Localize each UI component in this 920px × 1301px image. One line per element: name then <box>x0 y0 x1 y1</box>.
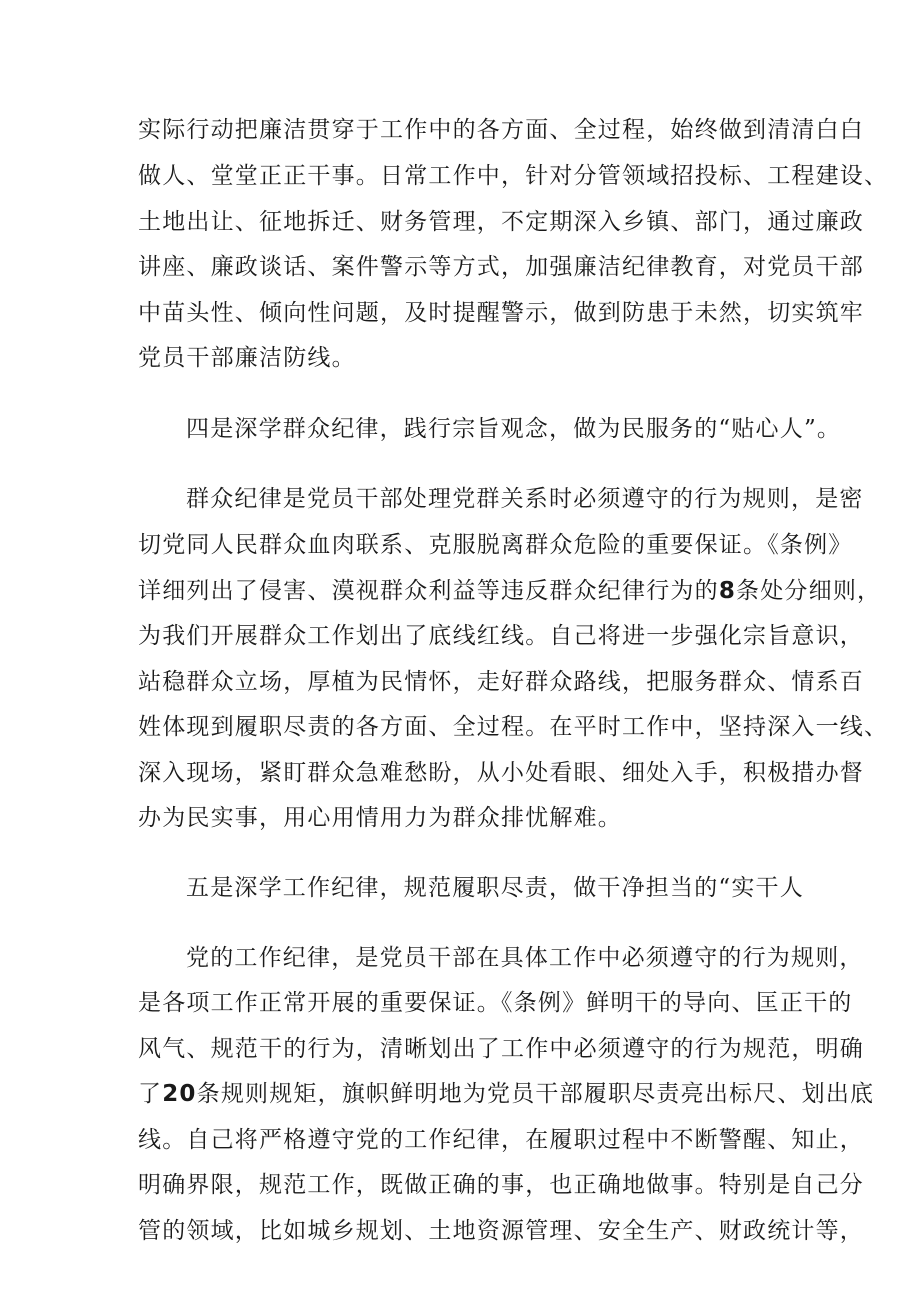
paragraph-line: 管的领域，比如城乡规划、土地资源管理、安全生产、财政统计等， <box>138 1218 864 1244</box>
paragraph-line: 实际行动把廉洁贯穿于工作中的各方面、全过程，始终做到清清白白 <box>138 117 864 143</box>
count-number: 20 <box>162 1081 197 1107</box>
text-run: 了 <box>138 1081 163 1107</box>
paragraph-line: 中苗头性、倾向性问题，及时提醒警示，做到防患于未然，切实筑牢 <box>138 300 864 326</box>
paragraph-line: 姓体现到履职尽责的各方面、全过程。在平时工作中，坚持深入一线、 <box>138 714 889 740</box>
count-number: 8 <box>718 578 737 604</box>
paragraph-line: 为我们开展群众工作划出了底线红线。自己将进一步强化宗旨意识， <box>138 623 864 649</box>
paragraph-line: 讲座、廉政谈话、案件警示等方式，加强廉洁纪律教育，对党员干部 <box>138 254 864 280</box>
paragraph-line <box>138 1079 920 1109</box>
paragraph-line: 办为民实事，用心用情用力为群众排忧解难。 <box>138 805 622 831</box>
text-run: 详细列出了侵害、漠视群众利益等违反群众纪律行为的 <box>138 578 719 604</box>
text-run: 条处分细则， <box>736 578 882 604</box>
paragraph-line: 风气、规范干的行为，清晰划出了工作中必须遵守的行为规范，明确 <box>138 1036 864 1062</box>
section-heading-4: 四是深学群众纪律，践行宗旨观念，做为民服务的“贴心人”。 <box>186 416 842 442</box>
paragraph-line: 明确界限，规范工作，既做正确的事，也正确地做事。特别是自己分 <box>138 1172 864 1198</box>
text-run: 条规则规矩，旗帜鲜明地为党员干部履职尽责亮出标尺、划出底 <box>196 1081 875 1107</box>
paragraph-line: 切党同人民群众血肉联系、克服脱离群众危险的重要保证。《条例》 <box>138 532 853 558</box>
paragraph-line: 党员干部廉洁防线。 <box>138 345 356 371</box>
paragraph-line: 站稳群众立场，厚植为民情怀，走好群众路线，把服务群众、情系百 <box>138 669 864 695</box>
paragraph-line: 深入现场，紧盯群众急难愁盼，从小处看眼、细处入手，积极措办督 <box>138 760 864 786</box>
paragraph-line <box>138 576 920 606</box>
section-heading-5: 五是深学工作纪律，规范履职尽责，做干净担当的“实干人 <box>186 875 804 901</box>
paragraph-line: 线。自己将严格遵守党的工作纪律，在履职过程中不断警醒、知止， <box>138 1127 864 1153</box>
paragraph-line: 群众纪律是党员干部处理党群关系时必须遵守的行为规则，是密 <box>186 486 864 512</box>
paragraph-line: 土地出让、征地拆迁、财务管理，不定期深入乡镇、部门，通过廉政 <box>138 209 864 235</box>
paragraph-line: 党的工作纪律，是党员干部在具体工作中必须遵守的行为规则， <box>186 945 864 971</box>
paragraph-line: 是各项工作正常开展的重要保证。《条例》鲜明干的导向、匡正干的 <box>138 990 853 1016</box>
paragraph-line: 做人、堂堂正正干事。日常工作中，针对分管领域招投标、工程建设、 <box>138 163 889 189</box>
